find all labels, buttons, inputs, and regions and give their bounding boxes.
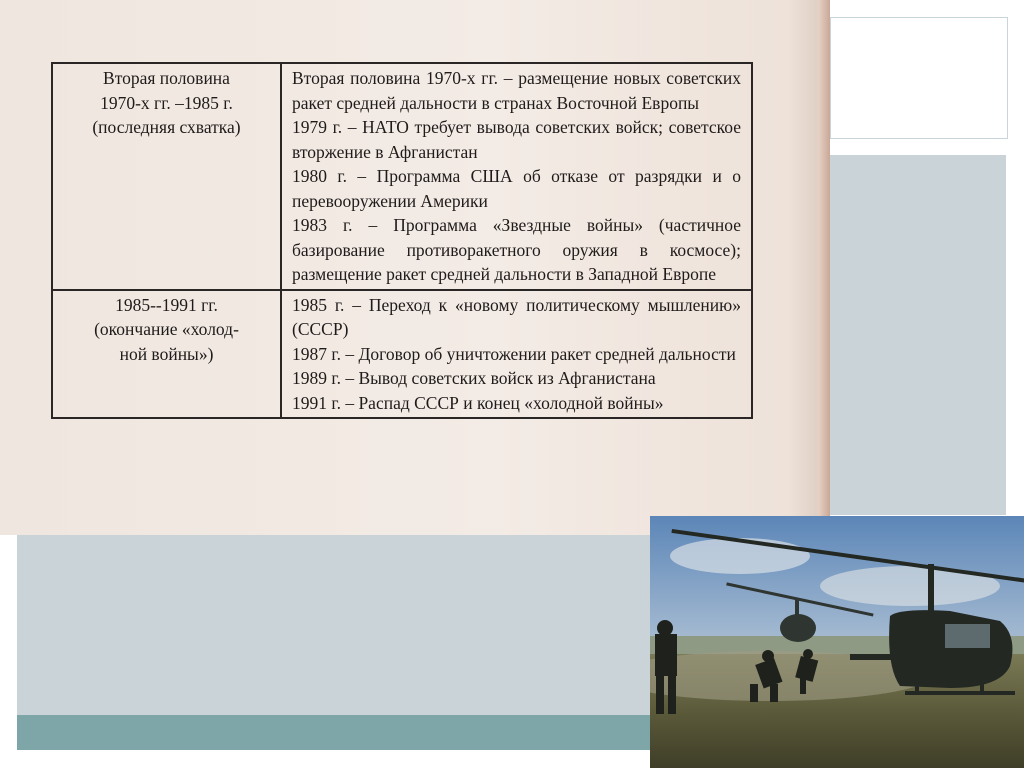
- page-edge: [818, 0, 830, 535]
- period-line: 1970-х гг. –1985 г.: [100, 92, 233, 113]
- event-item: 1989 г. – Вывод советских войск из Афганистана: [292, 368, 656, 388]
- events-cell: [281, 63, 752, 290]
- slide-frame: [830, 17, 1008, 139]
- period-line: ной войны»): [119, 343, 214, 364]
- event-item: 1987 г. – Договор об уничтожении ракет средней дальности: [292, 343, 736, 364]
- event-item: 1980 г. – Программа США об отказе от разрядки и о перевооружении Америки: [292, 166, 741, 211]
- cold-war-timeline-table: [51, 62, 753, 419]
- period-line: Вторая половина: [103, 68, 230, 88]
- event-item: 1991 г. – Распад СССР и конец «холодной войны»: [292, 392, 664, 413]
- table-row: [52, 63, 752, 290]
- period-line: (последняя схватка): [92, 117, 241, 137]
- period-cell: [52, 63, 281, 290]
- events-cell: [281, 290, 752, 419]
- event-item: 1983 г. – Программа «Звездные войны» (частичное базирование противоракетного оружия в космосе); размещение ракет средней дальности в Западной Европе: [292, 215, 741, 284]
- period-line: 1985--1991 гг.: [115, 294, 218, 315]
- event-item: Вторая половина 1970-х гг. – размещение новых советских ракет средней дальности в странах Восточной Европы: [292, 68, 741, 113]
- slide-side-panel: [830, 155, 1006, 515]
- slide-bottom-band: [17, 535, 650, 715]
- event-item: 1979 г. – НАТО требует вывода советских войск; советское вторжение в Афганистан: [292, 117, 741, 162]
- event-item: 1985 г. – Переход к «новому политическому мышлению» (СССР): [292, 294, 741, 339]
- helicopter-photo-image: [650, 516, 1024, 768]
- period-cell: [52, 290, 281, 419]
- table-row: [52, 290, 752, 419]
- slide-bottom-stripe: [17, 715, 650, 750]
- period-line: (окончание «холод-: [94, 319, 239, 339]
- helicopter-photo: [650, 516, 1024, 768]
